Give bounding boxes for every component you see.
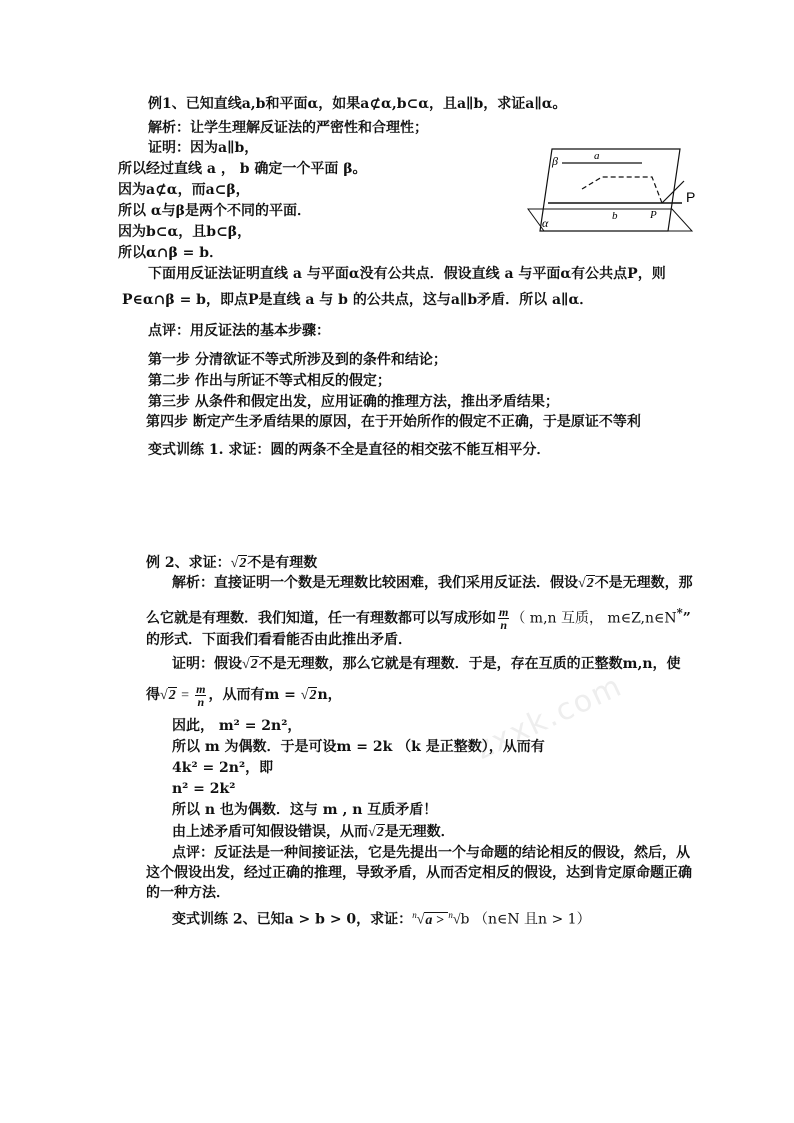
sqrt-radicand: 2: [250, 657, 258, 672]
ex2-analysis-2b: （ m,n 互质， m∈Z,n∈N: [511, 610, 677, 627]
sqrt-radicand: 2: [309, 688, 317, 703]
variant-2a: 变式训练 2、已知a > b > 0，求证：: [172, 911, 413, 928]
ex2-proof-2: 得√2 = $\frac{m}{n}$ ，从而有m = √2n，: [146, 681, 342, 709]
fraction-m-n: [498, 606, 509, 631]
plane-alpha-outline: [528, 209, 692, 231]
ex2-proof-2c: n，: [317, 687, 342, 703]
ex2-analysis-2c: ”: [682, 610, 691, 627]
ex2-analysis-2: [146, 600, 691, 632]
ex1-analysis: 解析：让学生理解反证法的严密性和合理性；: [148, 120, 428, 136]
frac-den: n: [197, 694, 205, 709]
ex2-proof-1: 证明：假设√2不是无理数，那么它就是有理数．于是，存在互质的正整数m,n，使: [172, 656, 681, 672]
ex2-step-4: n² = 2k²: [172, 781, 236, 797]
root-index-b: n: [448, 910, 453, 920]
ex1-line3: 所以 α与β是两个不同的平面．: [118, 203, 311, 219]
ex2-step-6: 由上述矛盾可知假设错误，从而√2是无理数．: [172, 824, 455, 840]
variant-1: 变式训练 1. 求证：圆的两条不全是直径的相交弦不能互相平分．: [148, 442, 551, 458]
variant-2b: a >: [425, 912, 448, 928]
ex2-proof-2b: ，从而有m =: [208, 687, 301, 703]
label-a: a: [594, 150, 600, 162]
ex2-analysis-3: 的形式．下面我们看看能否由此推出矛盾．: [146, 632, 412, 648]
ex2-step-1: 因此， m² = 2n²，: [172, 718, 302, 734]
frac-den: n: [500, 618, 508, 633]
sqrt-radicand: 2: [168, 688, 176, 703]
ex2-step-6a: 由上述矛盾可知假设错误，从而: [172, 824, 368, 840]
ex2-comment-1: 点评：反证法是一种间接证法，它是先提出一个与命题的结论相反的假设，然后，从: [172, 845, 690, 861]
frac-num: m: [499, 605, 509, 620]
ex1-line4: 因为b⊂α，且b⊂β，: [118, 224, 252, 240]
root-index-a: n: [412, 910, 417, 920]
label-beta: β: [552, 154, 558, 168]
ex2-comment-2: 这个假设出发，经过正确的推理，导致矛盾，从而否定相反的假设，达到肯定原命题正确: [146, 865, 692, 881]
ex2-analysis-2sup: *: [676, 606, 683, 620]
ex2-proof-2a: 得: [146, 687, 160, 703]
ex1-line7: P∈α∩β = b，即点P是直线 a 与 b 的公共点，这与a∥b矛盾．所以 a∥α．: [122, 292, 594, 308]
label-p-inner: P: [650, 209, 657, 221]
ex2-step-3: 4k² = 2n²，即: [172, 760, 274, 776]
ex2-title: 例 2、求证：√2不是有理数: [146, 555, 318, 571]
ex1-proof-start: 证明：因为a∥b，: [148, 140, 259, 156]
planes-figure: [522, 145, 702, 235]
step-2: 第二步 作出与所证不等式相反的假定；: [148, 373, 391, 389]
watermark: zxxk.com: [470, 668, 629, 767]
ex2-comment-3: 的一种方法．: [146, 885, 230, 901]
ex2-title-pre: 例 2、求证：: [146, 555, 231, 571]
ex2-analysis-1a: 解析：直接证明一个数是无理数比较困难，我们采用反证法．假设: [172, 575, 578, 591]
step-1: 第一步 分清欲证不等式所涉及到的条件和结论；: [148, 352, 447, 368]
ex2-step-6b: 是无理数．: [384, 824, 455, 840]
label-p-outer: P: [686, 189, 696, 205]
variant-2c: b （n∈N 且n > 1）: [460, 911, 591, 928]
ex2-proof-1a: 证明：假设: [172, 656, 242, 672]
ex2-analysis-1b: 不是无理数，那: [594, 575, 693, 591]
ex2-step-5: 所以 n 也为偶数．这与 m , n 互质矛盾！: [172, 802, 438, 818]
ex2-step-2: 所以 m 为偶数．于是可设m = 2k （k 是正整数），从而有: [172, 739, 545, 755]
ex1-comment: 点评：用反证法的基本步骤：: [148, 323, 330, 339]
line-a-dashed: [582, 177, 662, 203]
label-b: b: [612, 210, 618, 222]
variant-2: 变式训练 2、已知a > b > 0，求证：$^n$√a > $^n$√b （n∈N 且n > 1）: [172, 910, 591, 928]
fraction-m-n: [195, 683, 206, 708]
ex1-title: 例1、已知直线a,b和平面α，如果a⊄α,b⊂α，且a∥b，求证a∥α。: [148, 96, 567, 112]
sqrt-radicand: 2: [239, 556, 247, 571]
ex1-line6: 下面用反证法证明直线 a 与平面α没有公共点．假设直线 a 与平面α有公共点P，则: [148, 266, 666, 282]
sqrt-radicand: 2: [376, 825, 384, 840]
ex2-proof-1b: 不是无理数，那么它就是有理数．于是，存在互质的正整数m,n，使: [258, 656, 681, 672]
step-4: 第四步 断定产生矛盾结果的原因，在于开始所作的假定不正确，于是原证不等利: [146, 414, 641, 430]
plane-beta-outline: [540, 149, 680, 231]
ex2-analysis-1: 解析：直接证明一个数是无理数比较困难，我们采用反证法．假设√2不是无理数，那: [172, 575, 693, 591]
sqrt-radicand: 2: [586, 576, 594, 591]
ex2-analysis-2a: 么它就是有理数．我们知道，任一有理数都可以写成形如: [146, 610, 496, 627]
step-3: 第三步 从条件和假定出发，应用证确的推理方法，推出矛盾结果；: [148, 394, 559, 410]
ex1-line1: 所以经过直线 a ， b 确定一个平面 β。: [118, 161, 367, 177]
ex2-title-post: 不是有理数: [247, 555, 318, 571]
frac-num: m: [196, 681, 206, 696]
ex1-line5: 所以α∩β = b．: [118, 245, 224, 261]
label-alpha: α: [542, 216, 549, 230]
ex1-line2: 因为a⊄α，而a⊂β，: [118, 182, 250, 198]
